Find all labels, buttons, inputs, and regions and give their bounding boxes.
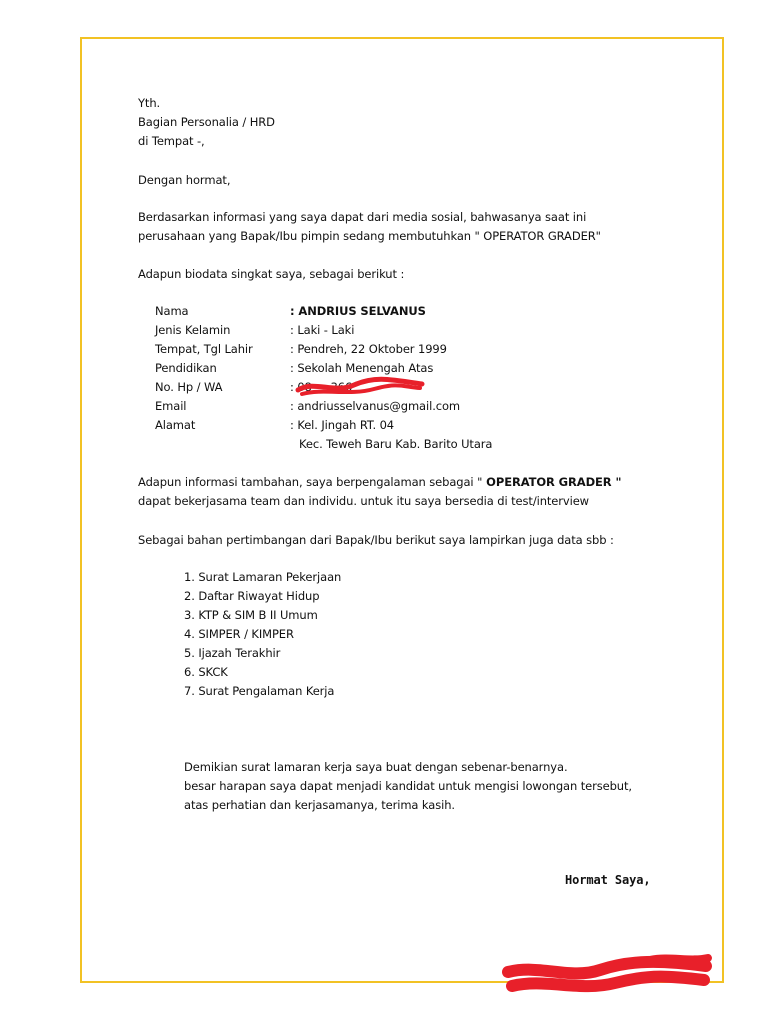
biodata-intro: Adapun biodata singkat saya, sebagai berikut : (138, 267, 405, 281)
closing-line-1: Demikian surat lamaran kerja saya buat dengan sebenar-benarnya. (184, 760, 568, 774)
attachment-item: 5. Ijazah Terakhir (184, 646, 281, 660)
intro-line-2: perusahaan yang Bapak/Ibu pimpin sedang membutuhkan " OPERATOR GRADER" (138, 229, 601, 243)
attachments-intro: Sebagai bahan pertimbangan dari Bapak/Ibu berikut saya lampirkan juga data sbb : (138, 533, 614, 547)
additional-info-line-2: dapat bekerjasama team dan individu. untuk itu saya bersedia di test/interview (138, 494, 589, 508)
biodata-gender-label: Jenis Kelamin (155, 323, 231, 337)
attachment-item: 6. SKCK (184, 665, 228, 679)
biodata-birth-value: : Pendreh, 22 Oktober 1999 (290, 342, 447, 356)
biodata-phone-label: No. Hp / WA (155, 380, 223, 394)
biodata-gender-value: : Laki - Laki (290, 323, 355, 337)
biodata-education-label: Pendidikan (155, 361, 217, 375)
greeting: Dengan hormat, (138, 173, 231, 187)
biodata-birth-label: Tempat, Tgl Lahir (155, 342, 253, 356)
attachment-item: 4. SIMPER / KIMPER (184, 627, 294, 641)
biodata-name-label: Nama (155, 304, 189, 318)
biodata-address-value-2: Kec. Teweh Baru Kab. Barito Utara (299, 437, 493, 451)
biodata-education-value: : Sekolah Menengah Atas (290, 361, 434, 375)
biodata-name-value: : ANDRIUS SELVANUS (290, 304, 426, 318)
closing-line-2: besar harapan saya dapat menjadi kandidat untuk mengisi lowongan tersebut, (184, 779, 632, 793)
recipient-place: di Tempat -, (138, 134, 205, 148)
biodata-email-label: Email (155, 399, 187, 413)
biodata-address-label: Alamat (155, 418, 196, 432)
intro-line-1: Berdasarkan informasi yang saya dapat dari media sosial, bahwasanya saat ini (138, 210, 587, 224)
salutation-yth: Yth. (138, 96, 161, 110)
recipient-department: Bagian Personalia / HRD (138, 115, 275, 129)
attachment-item: 3. KTP & SIM B II Umum (184, 608, 318, 622)
additional-info-line-1 (138, 474, 621, 490)
attachment-item: 7. Surat Pengalaman Kerja (184, 684, 335, 698)
signoff: Hormat Saya, (565, 873, 651, 887)
biodata-email-value: : andriusselvanus@gmail.com (290, 399, 461, 413)
additional-info-role: OPERATOR GRADER " (482, 475, 622, 489)
biodata-phone-value: : 08 - - 366 (290, 380, 353, 394)
attachment-item: 2. Daftar Riwayat Hidup (184, 589, 320, 603)
additional-info-prefix: Adapun informasi tambahan, saya berpengalaman sebagai " (138, 475, 483, 489)
closing-line-3: atas perhatian dan kerjasamanya, terima kasih. (184, 798, 455, 812)
attachment-item: 1. Surat Lamaran Pekerjaan (184, 570, 342, 584)
biodata-address-value-1: : Kel. Jingah RT. 04 (290, 418, 395, 432)
